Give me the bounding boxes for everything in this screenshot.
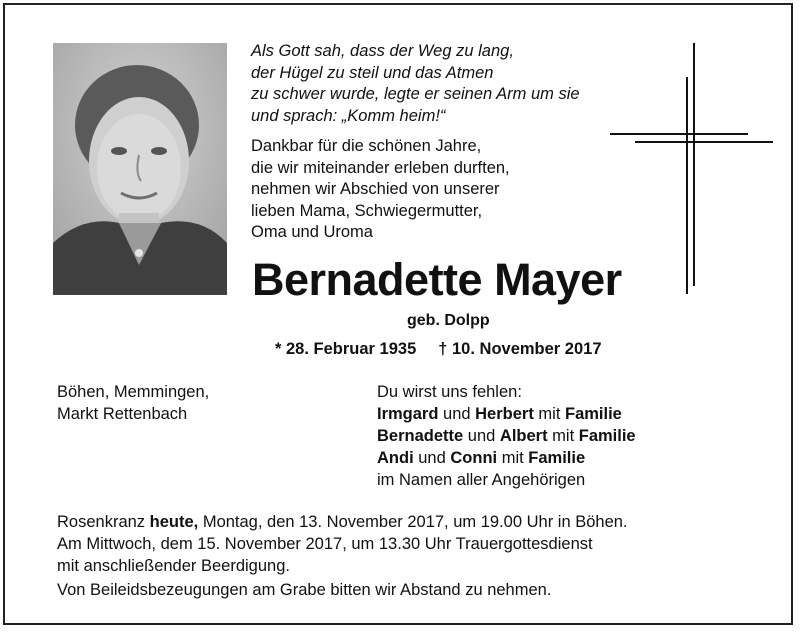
family-line: Bernadette und Albert mit Familie — [377, 427, 636, 445]
service-details — [57, 511, 628, 577]
service-line: mit anschließender Beerdigung. — [57, 557, 290, 575]
verse-line: zu schwer wurde, legte er seinen Arm um sie — [251, 85, 580, 103]
place-line: Böhen, Memmingen, — [57, 383, 210, 401]
intro-line: Dankbar für die schönen Jahre, — [251, 137, 482, 155]
mourners-footer: im Namen aller Angehörigen — [377, 471, 586, 489]
closing-note: Von Beileidsbezeugungen am Grabe bitten wir Abstand zu nehmen. — [57, 581, 552, 599]
intro-line: die wir miteinander erleben durften, — [251, 158, 510, 177]
family-line: Irmgard und Herbert mit Familie — [377, 405, 622, 423]
verse-line: der Hügel zu steil und das Atmen — [251, 63, 494, 82]
maiden-name: geb. Dolpp — [407, 312, 490, 329]
places — [57, 381, 209, 425]
birth-date: * 28. Februar 1935 — [275, 340, 417, 358]
verse-line: Als Gott sah, dass der Weg zu lang, — [251, 42, 514, 60]
intro-line: lieben Mama, Schwiegermutter, — [251, 201, 483, 220]
intro-text — [251, 136, 510, 244]
portrait-photo — [53, 43, 227, 295]
mourners-heading: Du wirst uns fehlen: — [377, 383, 522, 401]
family-line: Andi und Conni mit Familie — [377, 449, 586, 467]
life-dates — [275, 340, 602, 359]
mourners — [377, 381, 636, 491]
intro-line: Oma und Uroma — [251, 223, 373, 241]
intro-line: nehmen wir Abschied von unserer — [251, 180, 500, 198]
deceased-name: Bernadette Mayer — [252, 254, 622, 305]
verse-line: und sprach: „Komm heim!“ — [251, 106, 446, 125]
death-date: † 10. November 2017 — [438, 340, 602, 358]
service-line: Rosenkranz heute, Montag, den 13. November 2017, um 19.00 Uhr in Böhen. — [57, 513, 628, 531]
portrait-photo-illustration — [53, 43, 227, 295]
verse-poem — [251, 41, 580, 127]
place-line: Markt Rettenbach — [57, 405, 188, 423]
service-line: Am Mittwoch, dem 15. November 2017, um 13.30 Uhr Trauergottesdienst — [57, 535, 593, 553]
